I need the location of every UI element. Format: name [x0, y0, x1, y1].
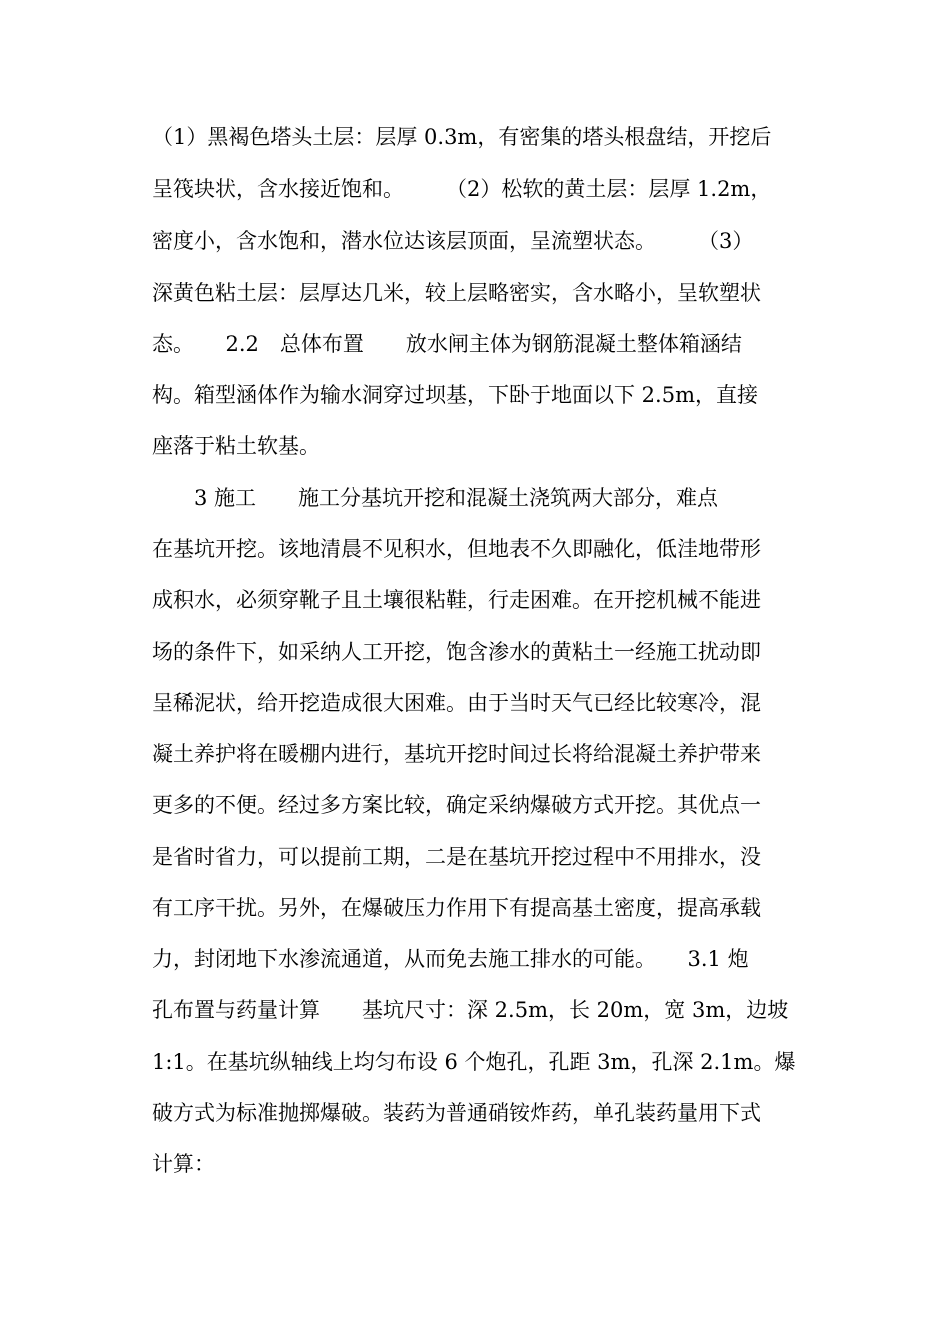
- text-line: 在基坑开挖。该地清晨不见积水，但地表不久即融化，低洼地带形: [152, 537, 761, 561]
- text-line: 更多的不便。经过多方案比较，确定采纳爆破方式开挖。其优点一: [152, 793, 761, 817]
- text-line: 态。 2.2 总体布置 放水闸主体为钢筋混凝土整体箱涵结: [152, 332, 742, 356]
- text-line: 座落于粘土软基。: [152, 434, 320, 458]
- text-line: （1）黑褐色塔头土层：层厚 0.3m，有密集的塔头根盘结，开挖后: [152, 125, 772, 149]
- text-line: 力，封闭地下水渗流通道，从而免去施工排水的可能。 3.1 炮: [152, 947, 749, 971]
- text-line: 是省时省力，可以提前工期，二是在基坑开挖过程中不用排水，没: [152, 845, 761, 869]
- text-line: 场的条件下，如采纳人工开挖，饱含渗水的黄粘土一经施工扰动即: [152, 640, 761, 664]
- text-line: 成积水，必须穿靴子且土壤很粘鞋，行走困难。在开挖机械不能进: [152, 588, 761, 612]
- text-line: 破方式为标准抛掷爆破。装药为普通硝铵炸药，单孔装药量用下式: [152, 1101, 761, 1125]
- text-line: 构。箱型涵体作为输水洞穿过坝基，下卧于地面以下 2.5m，直接: [152, 383, 758, 407]
- text-line: 3 施工 施工分基坑开挖和混凝土浇筑两大部分，难点: [152, 486, 719, 510]
- text-line: 计算：: [152, 1152, 215, 1176]
- text-line: 密度小，含水饱和，潜水位达该层顶面，呈流塑状态。 （3）: [152, 229, 754, 253]
- text-line: 有工序干扰。另外，在爆破压力作用下有提高基土密度，提高承载: [152, 896, 761, 920]
- text-line: 1:1。在基坑纵轴线上均匀布设 6 个炮孔，孔距 3m，孔深 2.1m。爆: [152, 1050, 796, 1074]
- text-line: 孔布置与药量计算 基坑尺寸：深 2.5m，长 20m，宽 3m，边坡: [152, 998, 789, 1022]
- text-line: 深黄色粘土层：层厚达几米，较上层略密实，含水略小，呈软塑状: [152, 281, 761, 305]
- text-line: 呈筏块状，含水接近饱和。 （2）松软的黄土层：层厚 1.2m，: [152, 177, 772, 201]
- text-line: 呈稀泥状，给开挖造成很大困难。由于当时天气已经比较寒冷，混: [152, 691, 761, 715]
- text-line: 凝土养护将在暖棚内进行，基坑开挖时间过长将给混凝土养护带来: [152, 742, 761, 766]
